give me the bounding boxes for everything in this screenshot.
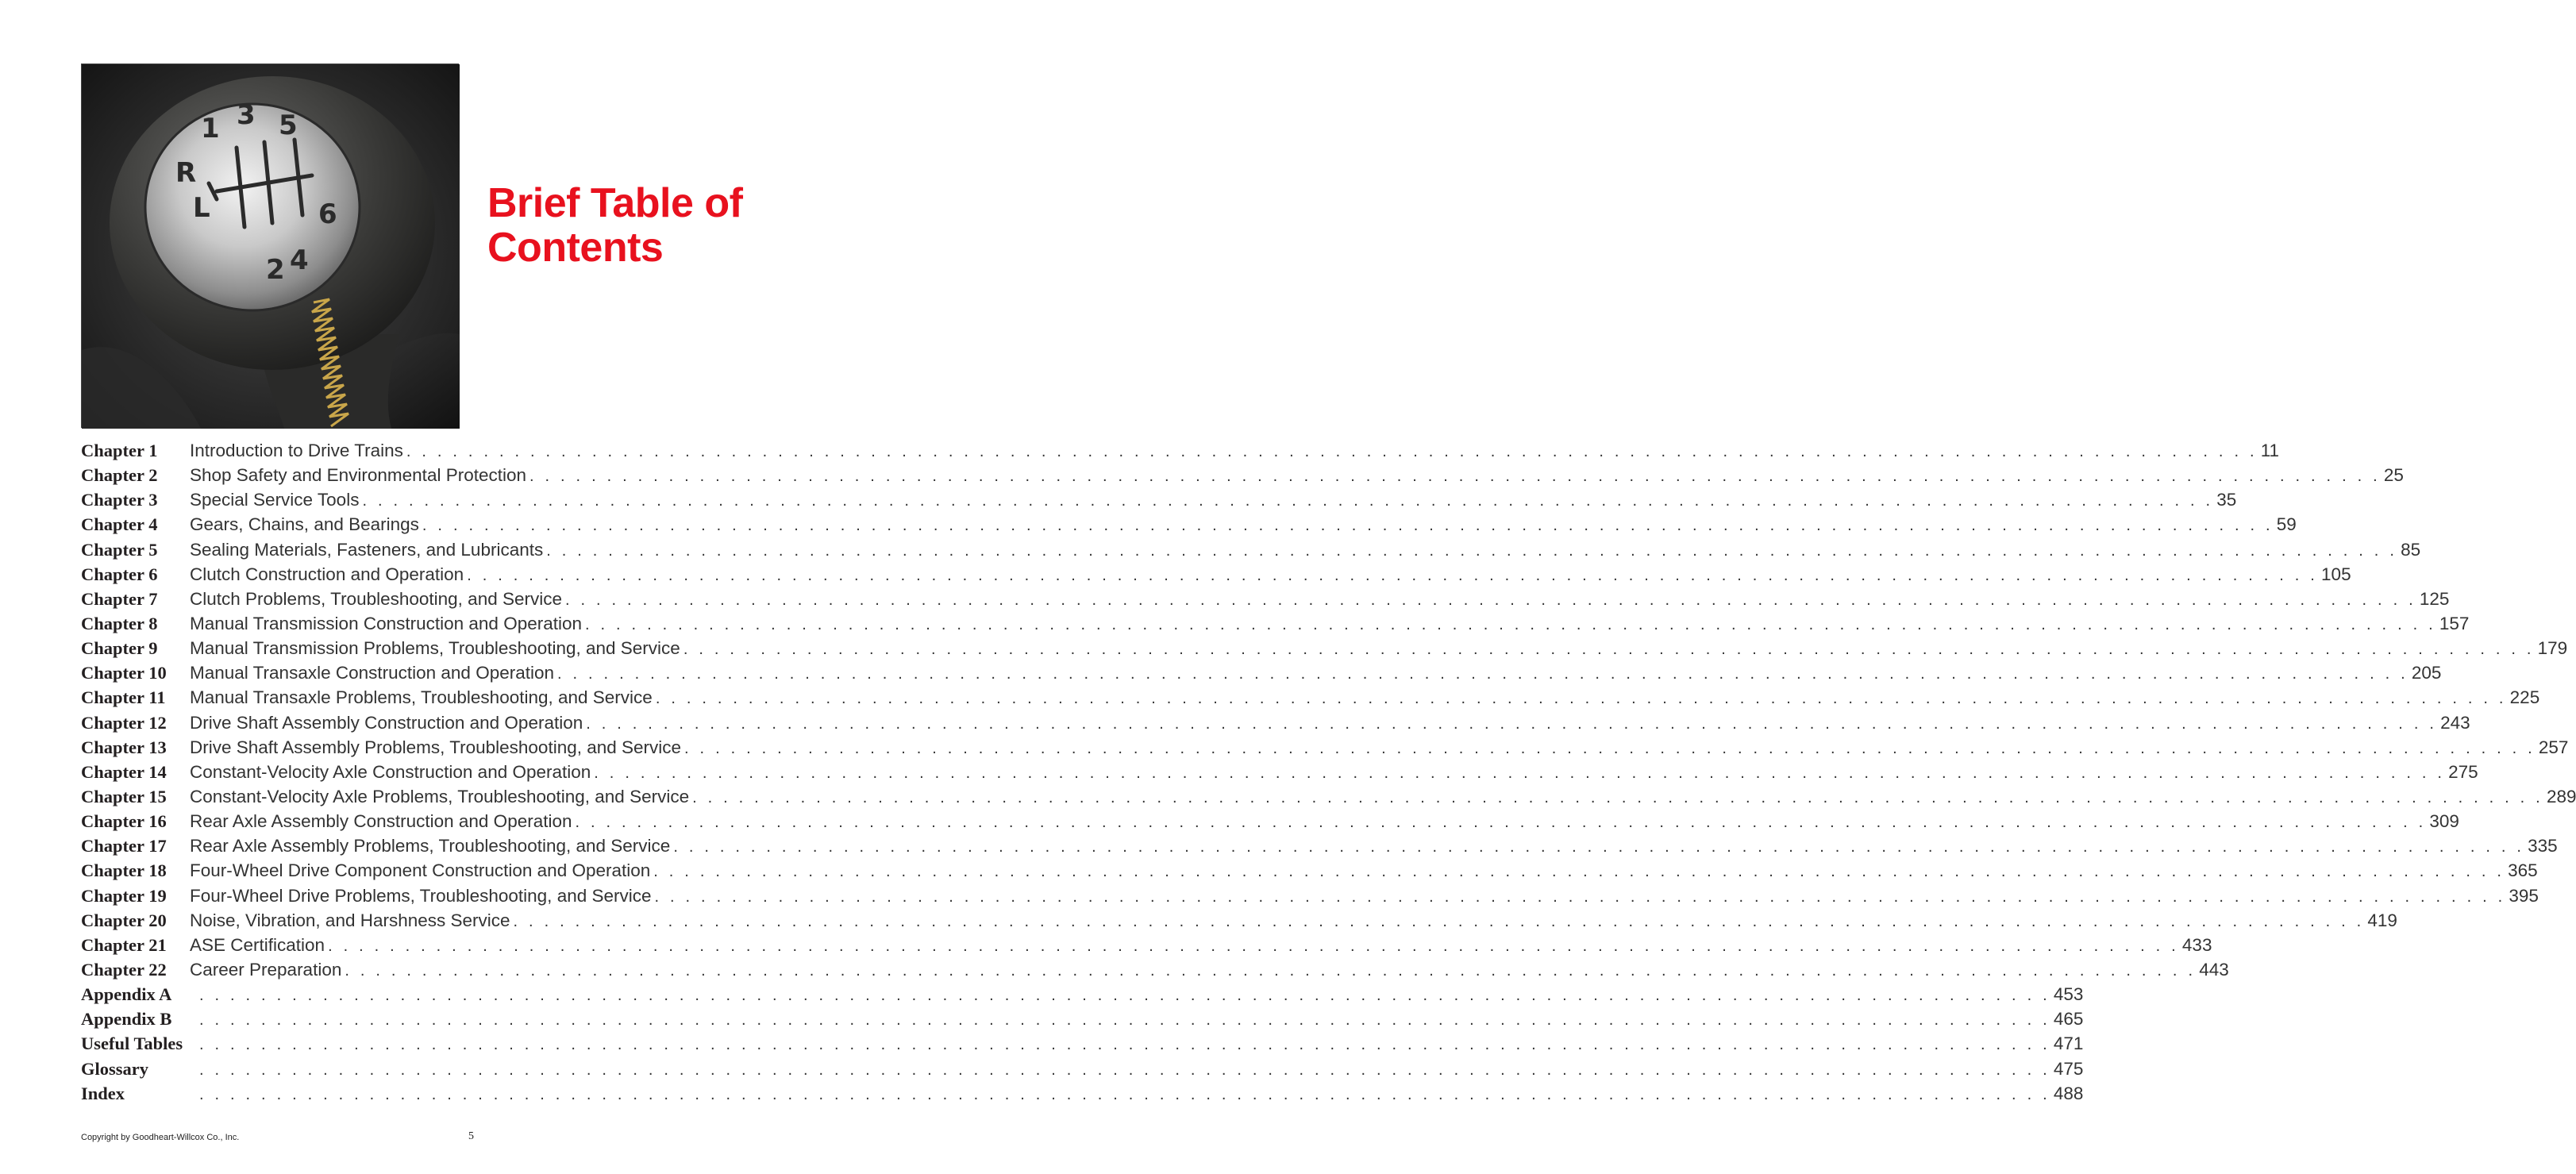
- toc-entry: [81, 638, 2568, 663]
- toc-entry-label: Appendix A: [81, 984, 172, 1005]
- toc-entry-page: 443: [2199, 959, 2229, 980]
- toc-entry-label: Chapter 20: [81, 910, 167, 930]
- toc-entry-label: Chapter 2: [81, 465, 158, 486]
- toc-entry-title: Constant-Velocity Axle Construction and Operation: [190, 761, 591, 782]
- toc-entry: [81, 588, 2450, 614]
- toc-entry: [81, 786, 2576, 811]
- toc-entry-page: 275: [2448, 761, 2478, 782]
- toc-entry-page: 433: [2181, 934, 2212, 955]
- toc-entry: [81, 1058, 2084, 1084]
- toc-entry: [81, 712, 2470, 737]
- toc-entry-label: Chapter 3: [81, 490, 158, 510]
- gear-label-3: 3: [237, 99, 256, 131]
- toc-entry-page: 205: [2411, 663, 2442, 683]
- toc-entry-title: Sealing Materials, Fasteners, and Lubricants: [190, 539, 544, 560]
- gear-label-2: 2: [266, 254, 285, 286]
- toc-entry-title: Gears, Chains, and Bearings: [190, 514, 419, 535]
- toc-entry-title: Career Preparation: [190, 959, 342, 980]
- dot-leader: . . . . . . . . . . . . . . . . . . . . . . . . . . . . . . . . . . . . . . . . . . . . . . . . . . . . . . . . . . . . . . . . . . . . . . . . . . . . . . . . . . . . . . . . . . . . . . . . . . . . . . . . . . . . . . . . . . . . . . . .: [594, 764, 2446, 782]
- gear-label-5: 5: [279, 110, 298, 141]
- toc-entry: [81, 663, 2442, 687]
- toc-entry-label: Index: [81, 1083, 125, 1103]
- toc-entry-label: Chapter 7: [81, 588, 158, 609]
- dot-leader: . . . . . . . . . . . . . . . . . . . . . . . . . . . . . . . . . . . . . . . . . . . . . . . . . . . . . . . . . . . . . . . . . . . . . . . . . . . . . . . . . . . . . . . . . . . . . . . . . . . . . . . . . . . . . . . . . . . . . . . .: [557, 665, 2409, 683]
- toc-entry: [81, 465, 2404, 490]
- toc-entry-label: Appendix B: [81, 1009, 172, 1030]
- toc-entry: [81, 1009, 2084, 1034]
- toc-entry-page: 25: [2383, 465, 2404, 486]
- toc-entry-label: Chapter 11: [81, 687, 166, 708]
- toc-entry: [81, 1083, 2084, 1108]
- dot-leader: . . . . . . . . . . . . . . . . . . . . . . . . . . . . . . . . . . . . . . . . . . . . . . . . . . . . . . . . . . . . . . . . . . . . . . . . . . . . . . . . . . . . . . . . . . . . . . . . . . . . . . . . . . . . . . . . . . . . . . . .: [575, 814, 2427, 832]
- dot-leader: . . . . . . . . . . . . . . . . . . . . . . . . . . . . . . . . . . . . . . . . . . . . . . . . . . . . . . . . . . . . . . . . . . . . . . . . . . . . . . . . . . . . . . . . . . . . . . . . . . . . . . . . . . . . . . . . . . . . . . . .: [654, 887, 2506, 906]
- toc-entry-page: 465: [2053, 1009, 2084, 1030]
- toc-entry-title: ASE Certification: [190, 934, 325, 955]
- dot-leader: . . . . . . . . . . . . . . . . . . . . . . . . . . . . . . . . . . . . . . . . . . . . . . . . . . . . . . . . . . . . . . . . . . . . . . . . . . . . . . . . . . . . . . . . . . . . . . . . . . . . . . . . . . . . . . . . . . . . . . . .: [199, 987, 2050, 1005]
- toc-entry-title: Clutch Problems, Troubleshooting, and Service: [190, 588, 562, 609]
- toc-entry-label: Chapter 15: [81, 786, 167, 806]
- toc-entry-page: 488: [2053, 1083, 2084, 1103]
- dot-leader: . . . . . . . . . . . . . . . . . . . . . . . . . . . . . . . . . . . . . . . . . . . . . . . . . . . . . . . . . . . . . . . . . . . . . . . . . . . . . . . . . . . . . . . . . . . . . . . . . . . . . . . . . . . . . . . . . . . . . . . .: [673, 838, 2525, 856]
- toc-entry-title: Manual Transmission Construction and Operation: [190, 613, 583, 633]
- dot-leader: . . . . . . . . . . . . . . . . . . . . . . . . . . . . . . . . . . . . . . . . . . . . . . . . . . . . . . . . . . . . . . . . . . . . . . . . . . . . . . . . . . . . . . . . . . . . . . . . . . . . . . . . . . . . . . . . . . . . . . . .: [683, 641, 2535, 659]
- toc-entry-title: Manual Transaxle Construction and Operation: [190, 663, 555, 683]
- toc-entry-label: Chapter 4: [81, 514, 158, 535]
- toc-entry-page: 85: [2401, 539, 2421, 560]
- toc-entry-page: 35: [2216, 490, 2237, 510]
- toc-entry-label: Chapter 17: [81, 836, 167, 856]
- toc-entry-label: Chapter 10: [81, 663, 167, 683]
- dot-leader: . . . . . . . . . . . . . . . . . . . . . . . . . . . . . . . . . . . . . . . . . . . . . . . . . . . . . . . . . . . . . . . . . . . . . . . . . . . . . . . . . . . . . . . . . . . . . . . . . . . . . . . . . . . . . . . . . . . . . . . .: [684, 739, 2536, 757]
- toc-entry-page: 335: [2528, 836, 2558, 856]
- toc-entry-page: 289: [2546, 786, 2576, 806]
- toc-entry-label: Chapter 16: [81, 811, 167, 832]
- toc-entry: [81, 441, 2280, 465]
- toc-entry: [81, 687, 2540, 712]
- toc-entry-title: Rear Axle Assembly Construction and Operation: [190, 811, 572, 832]
- dot-leader: . . . . . . . . . . . . . . . . . . . . . . . . . . . . . . . . . . . . . . . . . . . . . . . . . . . . . . . . . . . . . . . . . . . . . . . . . . . . . . . . . . . . . . . . . . . . . . . . . . . . . . . . . . . . . . . . . . . . . . . .: [199, 1011, 2050, 1030]
- toc-entry-label: Useful Tables: [81, 1034, 183, 1054]
- toc-entry-title: Drive Shaft Assembly Problems, Troubleshooting, and Service: [190, 737, 682, 757]
- toc-entry: [81, 761, 2478, 787]
- dot-leader: . . . . . . . . . . . . . . . . . . . . . . . . . . . . . . . . . . . . . . . . . . . . . . . . . . . . . . . . . . . . . . . . . . . . . . . . . . . . . . . . . . . . . . . . . . . . . . . . . . . . . . . . . . . . . . . . . . . . . . . .: [345, 961, 2197, 980]
- toc-entry-title: Constant-Velocity Axle Problems, Troubleshooting, and Service: [190, 786, 690, 806]
- toc-entry-title: Drive Shaft Assembly Construction and Operation: [190, 712, 583, 733]
- toc-entry-page: 59: [2276, 514, 2297, 535]
- toc-entry: [81, 811, 2459, 836]
- toc-entry-title: Clutch Construction and Operation: [190, 564, 464, 584]
- toc-entry: [81, 1034, 2084, 1058]
- dot-leader: . . . . . . . . . . . . . . . . . . . . . . . . . . . . . . . . . . . . . . . . . . . . . . . . . . . . . . . . . . . . . . . . . . . . . . . . . . . . . . . . . . . . . . . . . . . . . . . . . . . . . . . . . . . . . . . . . . . . . . . .: [199, 1085, 2050, 1103]
- toc-entry-page: 243: [2440, 712, 2470, 733]
- dot-leader: . . . . . . . . . . . . . . . . . . . . . . . . . . . . . . . . . . . . . . . . . . . . . . . . . . . . . . . . . . . . . . . . . . . . . . . . . . . . . . . . . . . . . . . . . . . . . . . . . . . . . . . . . . . . . . . . . . . . . . . .: [585, 615, 2436, 633]
- dot-leader: . . . . . . . . . . . . . . . . . . . . . . . . . . . . . . . . . . . . . . . . . . . . . . . . . . . . . . . . . . . . . . . . . . . . . . . . . . . . . . . . . . . . . . . . . . . . . . . . . . . . . . . . . . . . . . . . . . . . . . . .: [422, 517, 2274, 535]
- dot-leader: . . . . . . . . . . . . . . . . . . . . . . . . . . . . . . . . . . . . . . . . . . . . . . . . . . . . . . . . . . . . . . . . . . . . . . . . . . . . . . . . . . . . . . . . . . . . . . . . . . . . . . . . . . . . . . . . . . . . . . . .: [653, 863, 2505, 881]
- gear-label-l: L: [193, 192, 210, 224]
- toc-entry-title: Introduction to Drive Trains: [190, 441, 403, 460]
- toc-entry-label: Chapter 8: [81, 613, 158, 633]
- toc-entry: [81, 885, 2539, 910]
- toc-entry-label: Glossary: [81, 1058, 149, 1079]
- copyright-notice: Copyright by Goodheart-Willcox Co., Inc.: [81, 1133, 240, 1142]
- toc-entry-label: Chapter 14: [81, 761, 167, 782]
- gear-label-6: 6: [318, 198, 337, 230]
- dot-leader: . . . . . . . . . . . . . . . . . . . . . . . . . . . . . . . . . . . . . . . . . . . . . . . . . . . . . . . . . . . . . . . . . . . . . . . . . . . . . . . . . . . . . . . . . . . . . . . . . . . . . . . . . . . . . . . . . . . . . . . .: [467, 566, 2319, 584]
- toc-entry-title: Shop Safety and Environmental Protection: [190, 465, 527, 486]
- toc-entry: [81, 539, 2421, 564]
- toc-entry: [81, 910, 2397, 935]
- toc-entry: [81, 836, 2558, 860]
- dot-leader: . . . . . . . . . . . . . . . . . . . . . . . . . . . . . . . . . . . . . . . . . . . . . . . . . . . . . . . . . . . . . . . . . . . . . . . . . . . . . . . . . . . . . . . . . . . . . . . . . . . . . . . . . . . . . . . . . . . . . . . .: [546, 541, 2398, 560]
- gear-label-4: 4: [290, 244, 309, 276]
- gear-shift-knob-photo: [81, 64, 459, 428]
- toc-entry: [81, 860, 2538, 885]
- toc-entry-page: 419: [2367, 910, 2397, 930]
- toc-entry-label: Chapter 1: [81, 441, 158, 460]
- toc-entry-title: Special Service Tools: [190, 490, 360, 510]
- toc-entry-page: 125: [2419, 588, 2450, 609]
- page-title-text: Brief Table of Contents: [487, 180, 743, 271]
- dot-leader: . . . . . . . . . . . . . . . . . . . . . . . . . . . . . . . . . . . . . . . . . . . . . . . . . . . . . . . . . . . . . . . . . . . . . . . . . . . . . . . . . . . . . . . . . . . . . . . . . . . . . . . . . . . . . . . . . . . . . . . .: [529, 468, 2381, 486]
- toc-entry-page: 309: [2429, 811, 2459, 832]
- toc-entry-label: Chapter 19: [81, 885, 167, 906]
- toc-entry-title: Four-Wheel Drive Problems, Troubleshooting, and Service: [190, 885, 652, 906]
- toc-entry-page: 453: [2053, 984, 2084, 1005]
- toc-entry-title: Manual Transaxle Problems, Troubleshooting, and Service: [190, 687, 653, 708]
- dot-leader: . . . . . . . . . . . . . . . . . . . . . . . . . . . . . . . . . . . . . . . . . . . . . . . . . . . . . . . . . . . . . . . . . . . . . . . . . . . . . . . . . . . . . . . . . . . . . . . . . . . . . . . . . . . . . . . . . . . . . . . .: [199, 1060, 2050, 1079]
- toc-entry-page: 471: [2053, 1034, 2084, 1054]
- toc-entry-label: Chapter 9: [81, 638, 158, 659]
- toc-entry-title: Rear Axle Assembly Problems, Troubleshooting, and Service: [190, 836, 671, 856]
- toc-entry-page: 105: [2321, 564, 2351, 584]
- toc-entry-label: Chapter 5: [81, 539, 158, 560]
- page-number: 5: [468, 1130, 474, 1142]
- toc-entry-page: 257: [2538, 737, 2569, 757]
- toc-entry-page: 157: [2439, 613, 2470, 633]
- toc-entry-page: 179: [2537, 638, 2568, 659]
- toc-entry-label: Chapter 21: [81, 934, 167, 955]
- dot-leader: . . . . . . . . . . . . . . . . . . . . . . . . . . . . . . . . . . . . . . . . . . . . . . . . . . . . . . . . . . . . . . . . . . . . . . . . . . . . . . . . . . . . . . . . . . . . . . . . . . . . . . . . . . . . . . . . . . . . . . . .: [362, 492, 2214, 510]
- toc-entry: [81, 934, 2212, 960]
- toc-entry-page: 11: [2260, 441, 2280, 460]
- toc-entry-page: 225: [2509, 687, 2540, 708]
- toc-entry: [81, 984, 2084, 1009]
- toc-entry-label: Chapter 22: [81, 959, 167, 980]
- toc-entry: [81, 737, 2569, 762]
- toc-entry-page: 365: [2508, 860, 2538, 881]
- dot-leader: . . . . . . . . . . . . . . . . . . . . . . . . . . . . . . . . . . . . . . . . . . . . . . . . . . . . . . . . . . . . . . . . . . . . . . . . . . . . . . . . . . . . . . . . . . . . . . . . . . . . . . . . . . . . . . . . . . . . . . . .: [406, 443, 2258, 460]
- dot-leader: . . . . . . . . . . . . . . . . . . . . . . . . . . . . . . . . . . . . . . . . . . . . . . . . . . . . . . . . . . . . . . . . . . . . . . . . . . . . . . . . . . . . . . . . . . . . . . . . . . . . . . . . . . . . . . . . . . . . . . . .: [199, 1036, 2050, 1054]
- toc-entry-label: Chapter 18: [81, 860, 167, 881]
- page-title-line2: Contents: [487, 225, 664, 271]
- dot-leader: . . . . . . . . . . . . . . . . . . . . . . . . . . . . . . . . . . . . . . . . . . . . . . . . . . . . . . . . . . . . . . . . . . . . . . . . . . . . . . . . . . . . . . . . . . . . . . . . . . . . . . . . . . . . . . . . . . . . . . . .: [692, 788, 2543, 806]
- dot-leader: . . . . . . . . . . . . . . . . . . . . . . . . . . . . . . . . . . . . . . . . . . . . . . . . . . . . . . . . . . . . . . . . . . . . . . . . . . . . . . . . . . . . . . . . . . . . . . . . . . . . . . . . . . . . . . . . . . . . . . . .: [586, 714, 2438, 733]
- dot-leader: . . . . . . . . . . . . . . . . . . . . . . . . . . . . . . . . . . . . . . . . . . . . . . . . . . . . . . . . . . . . . . . . . . . . . . . . . . . . . . . . . . . . . . . . . . . . . . . . . . . . . . . . . . . . . . . . . . . . . . . .: [513, 912, 2365, 930]
- toc-entry-title: Noise, Vibration, and Harshness Service: [190, 910, 510, 930]
- dot-leader: . . . . . . . . . . . . . . . . . . . . . . . . . . . . . . . . . . . . . . . . . . . . . . . . . . . . . . . . . . . . . . . . . . . . . . . . . . . . . . . . . . . . . . . . . . . . . . . . . . . . . . . . . . . . . . . . . . . . . . . .: [565, 591, 2416, 609]
- gear-label-r: R: [175, 157, 197, 189]
- toc-entry: [81, 613, 2470, 638]
- dot-leader: . . . . . . . . . . . . . . . . . . . . . . . . . . . . . . . . . . . . . . . . . . . . . . . . . . . . . . . . . . . . . . . . . . . . . . . . . . . . . . . . . . . . . . . . . . . . . . . . . . . . . . . . . . . . . . . . . . . . . . . .: [328, 937, 2179, 955]
- table-of-contents: [81, 441, 2576, 1108]
- toc-entry-title: Four-Wheel Drive Component Construction and Operation: [190, 860, 651, 881]
- toc-entry-label: Chapter 12: [81, 712, 167, 733]
- toc-entry-label: Chapter 6: [81, 564, 158, 584]
- toc-entry: [81, 959, 2229, 984]
- toc-entry-page: 395: [2509, 885, 2539, 906]
- dot-leader: . . . . . . . . . . . . . . . . . . . . . . . . . . . . . . . . . . . . . . . . . . . . . . . . . . . . . . . . . . . . . . . . . . . . . . . . . . . . . . . . . . . . . . . . . . . . . . . . . . . . . . . . . . . . . . . . . . . . . . . .: [655, 690, 2507, 708]
- toc-entry-page: 475: [2053, 1058, 2084, 1079]
- toc-entry: [81, 490, 2237, 514]
- toc-entry: [81, 564, 2351, 589]
- toc-entry-label: Chapter 13: [81, 737, 167, 757]
- page-title: [487, 181, 742, 270]
- toc-entry: [81, 514, 2297, 539]
- gear-label-1: 1: [201, 113, 220, 144]
- toc-entry-title: Manual Transmission Problems, Troubleshooting, and Service: [190, 638, 680, 659]
